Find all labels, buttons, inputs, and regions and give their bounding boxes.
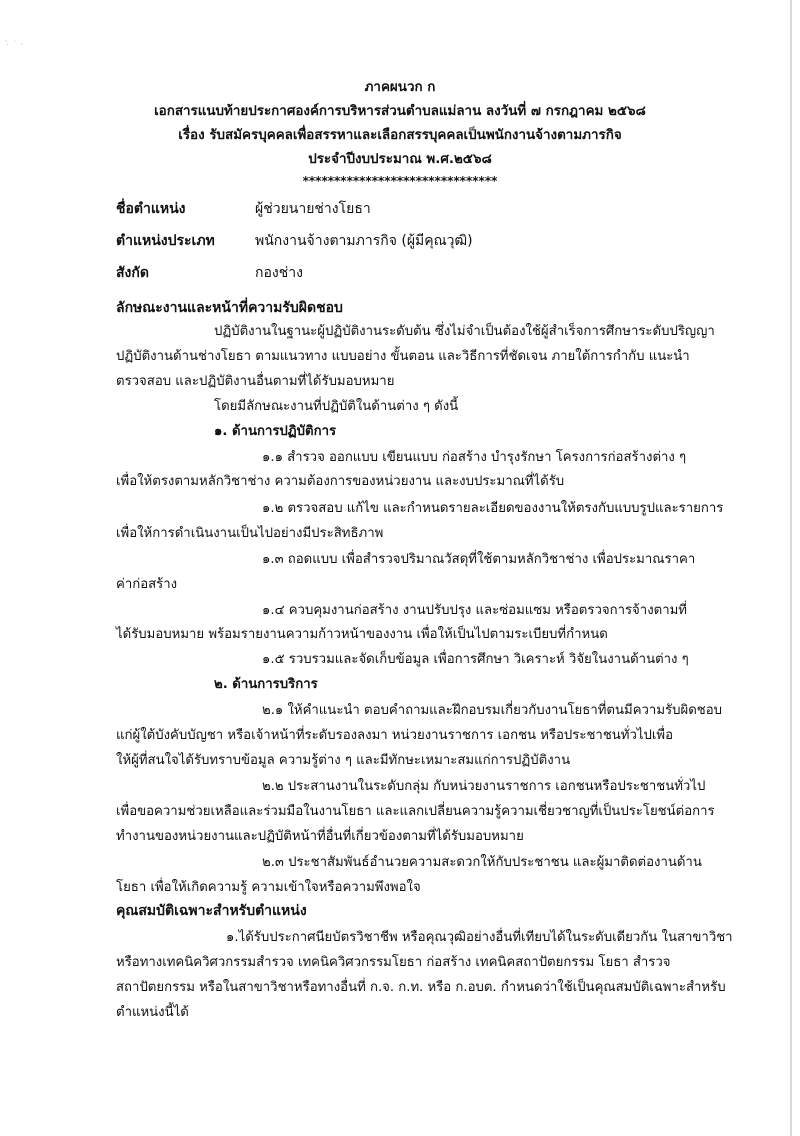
text-line: ๒.๓ ประชาสัมพันธ์อำนวยความสะดวกให้กับประชาชน และผู้มาติดต่องานด้าน bbox=[262, 855, 702, 870]
separator-stars: ******************************* bbox=[302, 174, 498, 188]
text-line: ทำงานของหน่วยงานและปฏิบัติหน้าที่อื่นที่เกี่ยวข้องตามที่ได้รับมอบหมาย bbox=[116, 829, 524, 844]
text-line: เพื่อให้การดำเนินงานเป็นไปอย่างมีประสิทธิภาพ bbox=[116, 526, 384, 541]
appendix-title: ภาคผนวก ก bbox=[364, 80, 436, 95]
text-line: ๑.๓ ถอดแบบ เพื่อสำรวจปริมาณวัสดุที่ใช้ตามหลักวิชาช่าง เพื่อประมาณราคา bbox=[262, 552, 696, 567]
text-line: ได้รับมอบหมาย พร้อมรายงานความก้าวหน้าของงาน เพื่อให้เป็นไปตามระเบียบที่กำหนด bbox=[116, 627, 608, 642]
text-line: ตรวจสอบ และปฏิบัติงานอื่นตามที่ได้รับมอบหมาย bbox=[116, 374, 395, 389]
text-line: ตำแหน่งนี้ได้ bbox=[116, 1005, 189, 1020]
text-line: ๑.๒ ตรวจสอบ แก้ไข และกำหนดรายละเอียดของงานให้ตรงกับแบบรูปและรายการ bbox=[262, 501, 724, 516]
subsection-heading: ๑. ด้านการปฏิบัติการ bbox=[214, 424, 337, 439]
text-line: ปฏิบัติงานในฐานะผู้ปฏิบัติงานระดับต้น ซึ่งไม่จำเป็นต้องใช้ผู้สำเร็จการศึกษาระดับปริญญา bbox=[214, 324, 715, 339]
subsection-heading: ๒. ด้านการบริการ bbox=[214, 677, 318, 692]
text-line: ๒.๑ ให้คำแนะนำ ตอบคำถามและฝึกอบรมเกี่ยวกับงานโยธาที่ตนมีความรับผิดชอบ bbox=[262, 703, 723, 718]
field-label: ชื่อตำแหน่ง bbox=[116, 201, 186, 217]
text-line: ๑.ได้รับประกาศนียบัตรวิชาชีพ หรือคุณวุฒิอย่างอื่นที่เทียบได้ในระดับเดียวกัน ในสาขาวิชา bbox=[226, 930, 733, 945]
text-line: ให้ผู้ที่สนใจได้รับทราบข้อมูล ความรู้ต่าง ๆ และมีทักษะเหมาะสมแก่การปฏิบัติงาน bbox=[116, 753, 571, 768]
text-line: ๑.๑ สำรวจ ออกแบบ เขียนแบบ ก่อสร้าง บำรุงรักษา โครงการก่อสร้างต่าง ๆ bbox=[262, 450, 687, 465]
field-value: พนักงานจ้างตามภารกิจ (ผู้มีคุณวุฒิ) bbox=[255, 233, 473, 249]
text-line: แก่ผู้ใต้บังคับบัญชา หรือเจ้าหน้าที่ระดับรองลงมา หน่วยงานราชการ เอกชน หรือประชาชนทั่วไปเพื่อ bbox=[116, 728, 674, 743]
text-line: ๑.๕ รวบรวมและจัดเก็บข้อมูล เพื่อการศึกษา วิเคราะห์ วิจัยในงานด้านต่าง ๆ bbox=[262, 652, 689, 667]
text-line: ๑.๔ ควบคุมงานก่อสร้าง งานปรับปรุง และซ่อมแซม หรือตรวจการจ้างตามที่ bbox=[262, 603, 687, 618]
announcement-line: เอกสารแนบท้ายประกาศองค์การบริหารส่วนตำบลแม่ลาน ลงวันที่ ๗ กรกฎาคม ๒๕๖๘ bbox=[154, 104, 646, 119]
text-line: ปฏิบัติงานด้านช่างโยธา ตามแนวทาง แบบอย่าง ขั้นตอน และวิธีการที่ชัดเจน ภายใต้การกำกับ แนะนำ bbox=[116, 349, 690, 364]
subject-line: เรื่อง รับสมัครบุคคลเพื่อสรรหาและเลือกสรรบุคคลเป็นพนักงานจ้างตามภารกิจ bbox=[178, 128, 622, 143]
field-label: สังกัด bbox=[116, 265, 149, 281]
text-line: หรือทางเทคนิควิศวกรรมสำรวจ เทคนิควิศวกรรมโยธา ก่อสร้าง เทคนิคสถาปัตยกรรม โยธา สำรวจ bbox=[116, 955, 671, 970]
text-line: โยธา เพื่อให้เกิดความรู้ ความเข้าใจหรือความพึงพอใจ bbox=[116, 880, 421, 895]
text-line: เพื่อให้ตรงตามหลักวิชาช่าง ความต้องการของหน่วยงาน และงบประมาณที่ได้รับ bbox=[116, 474, 565, 489]
text-line: ค่าก่อสร้าง bbox=[116, 577, 178, 592]
text-line: โดยมีลักษณะงานที่ปฏิบัติในด้านต่าง ๆ ดังนี้ bbox=[214, 399, 459, 414]
text-line: สถาปัตยกรรม หรือในสาขาวิชาหรือทางอื่นที่ ก.จ. ก.ท. หรือ ก.อบต. กำหนดว่าใช้เป็นคุณสมบัติเฉพาะสำหรับ bbox=[116, 980, 726, 995]
text-line: ๒.๒ ประสานงานในระดับกลุ่ม กับหน่วยงานราชการ เอกชนหรือประชาชนทั่วไป bbox=[262, 779, 706, 794]
field-value: กองช่าง bbox=[255, 265, 303, 281]
qualifications-title: คุณสมบัติเฉพาะสำหรับตำแหน่ง bbox=[116, 903, 307, 919]
field-value: ผู้ช่วยนายช่างโยธา bbox=[255, 201, 371, 217]
fiscal-year-line: ประจำปีงบประมาณ พ.ศ.๒๕๖๘ bbox=[308, 152, 492, 167]
duties-title: ลักษณะงานและหน้าที่ความรับผิดชอบ bbox=[116, 300, 343, 316]
document-header bbox=[0, 76, 800, 188]
scan-mark: ·̀ ˙ · bbox=[6, 40, 24, 51]
text-line: เพื่อขอความช่วยเหลือและร่วมมือในงานโยธา และแลกเปลี่ยนความรู้ความเชี่ยวชาญที่เป็นประโยชน์ต่อการ bbox=[116, 804, 715, 819]
field-label: ตำแหน่งประเภท bbox=[116, 233, 215, 249]
